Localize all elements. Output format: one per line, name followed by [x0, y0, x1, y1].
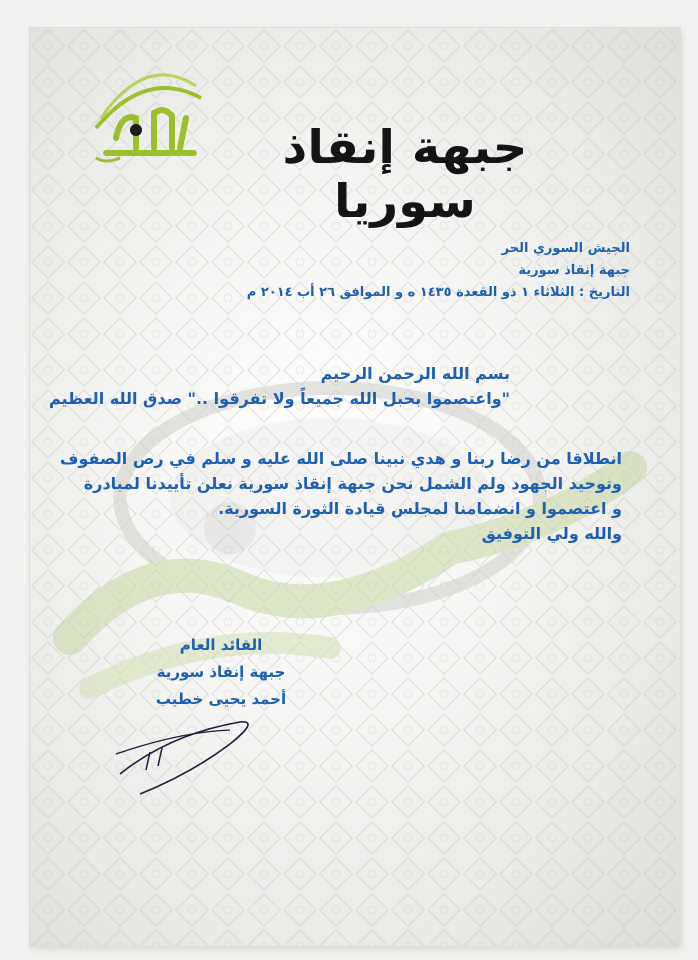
statement-line: انطلاقا من رضا ربنا و هدي نبينا صلى الله عليه و سلم في رص الصفوف — [59, 449, 622, 468]
basmala-line: بسم الله الرحمن الرحيم — [320, 364, 510, 383]
front-logo-icon — [76, 58, 216, 168]
statement-body — [60, 446, 622, 546]
sender-block — [247, 238, 630, 304]
army-name: الجيش السوري الحر — [501, 241, 630, 256]
letterhead-sheet — [30, 28, 680, 946]
signatory-name: أحمد يحيى خطيب — [155, 690, 287, 708]
statement-line: وتوحيد الجهود ولم الشمل نحن جبهة إنقاذ سورية نعلن تأييدنا لمبادرة — [83, 474, 622, 493]
closing-line: والله ولي التوفيق — [481, 524, 622, 543]
signatory-block — [92, 632, 350, 713]
quran-verse: "واعتصموا بحبل الله جميعاً ولا تفرقوا .." صدق الله العظيم — [48, 389, 510, 408]
statement-line: و اعتصموا و انضمامنا لمجلس قيادة الثورة السورية. — [218, 499, 622, 518]
signatory-role: القائد العام — [179, 636, 263, 654]
front-name: جبهة إنقاذ سورية — [518, 263, 630, 278]
basmala-block — [49, 361, 510, 411]
letterhead-title: جبهة إنقاذ سوريا — [282, 120, 528, 228]
handwritten-signature — [110, 714, 260, 804]
letter-date: التاريخ : الثلاثاء ١ ذو القعدة ١٤٣٥ ه و الموافق ٢٦ أب ٢٠١٤ م — [246, 285, 630, 300]
signatory-front: جبهة إنقاذ سورية — [156, 663, 286, 681]
